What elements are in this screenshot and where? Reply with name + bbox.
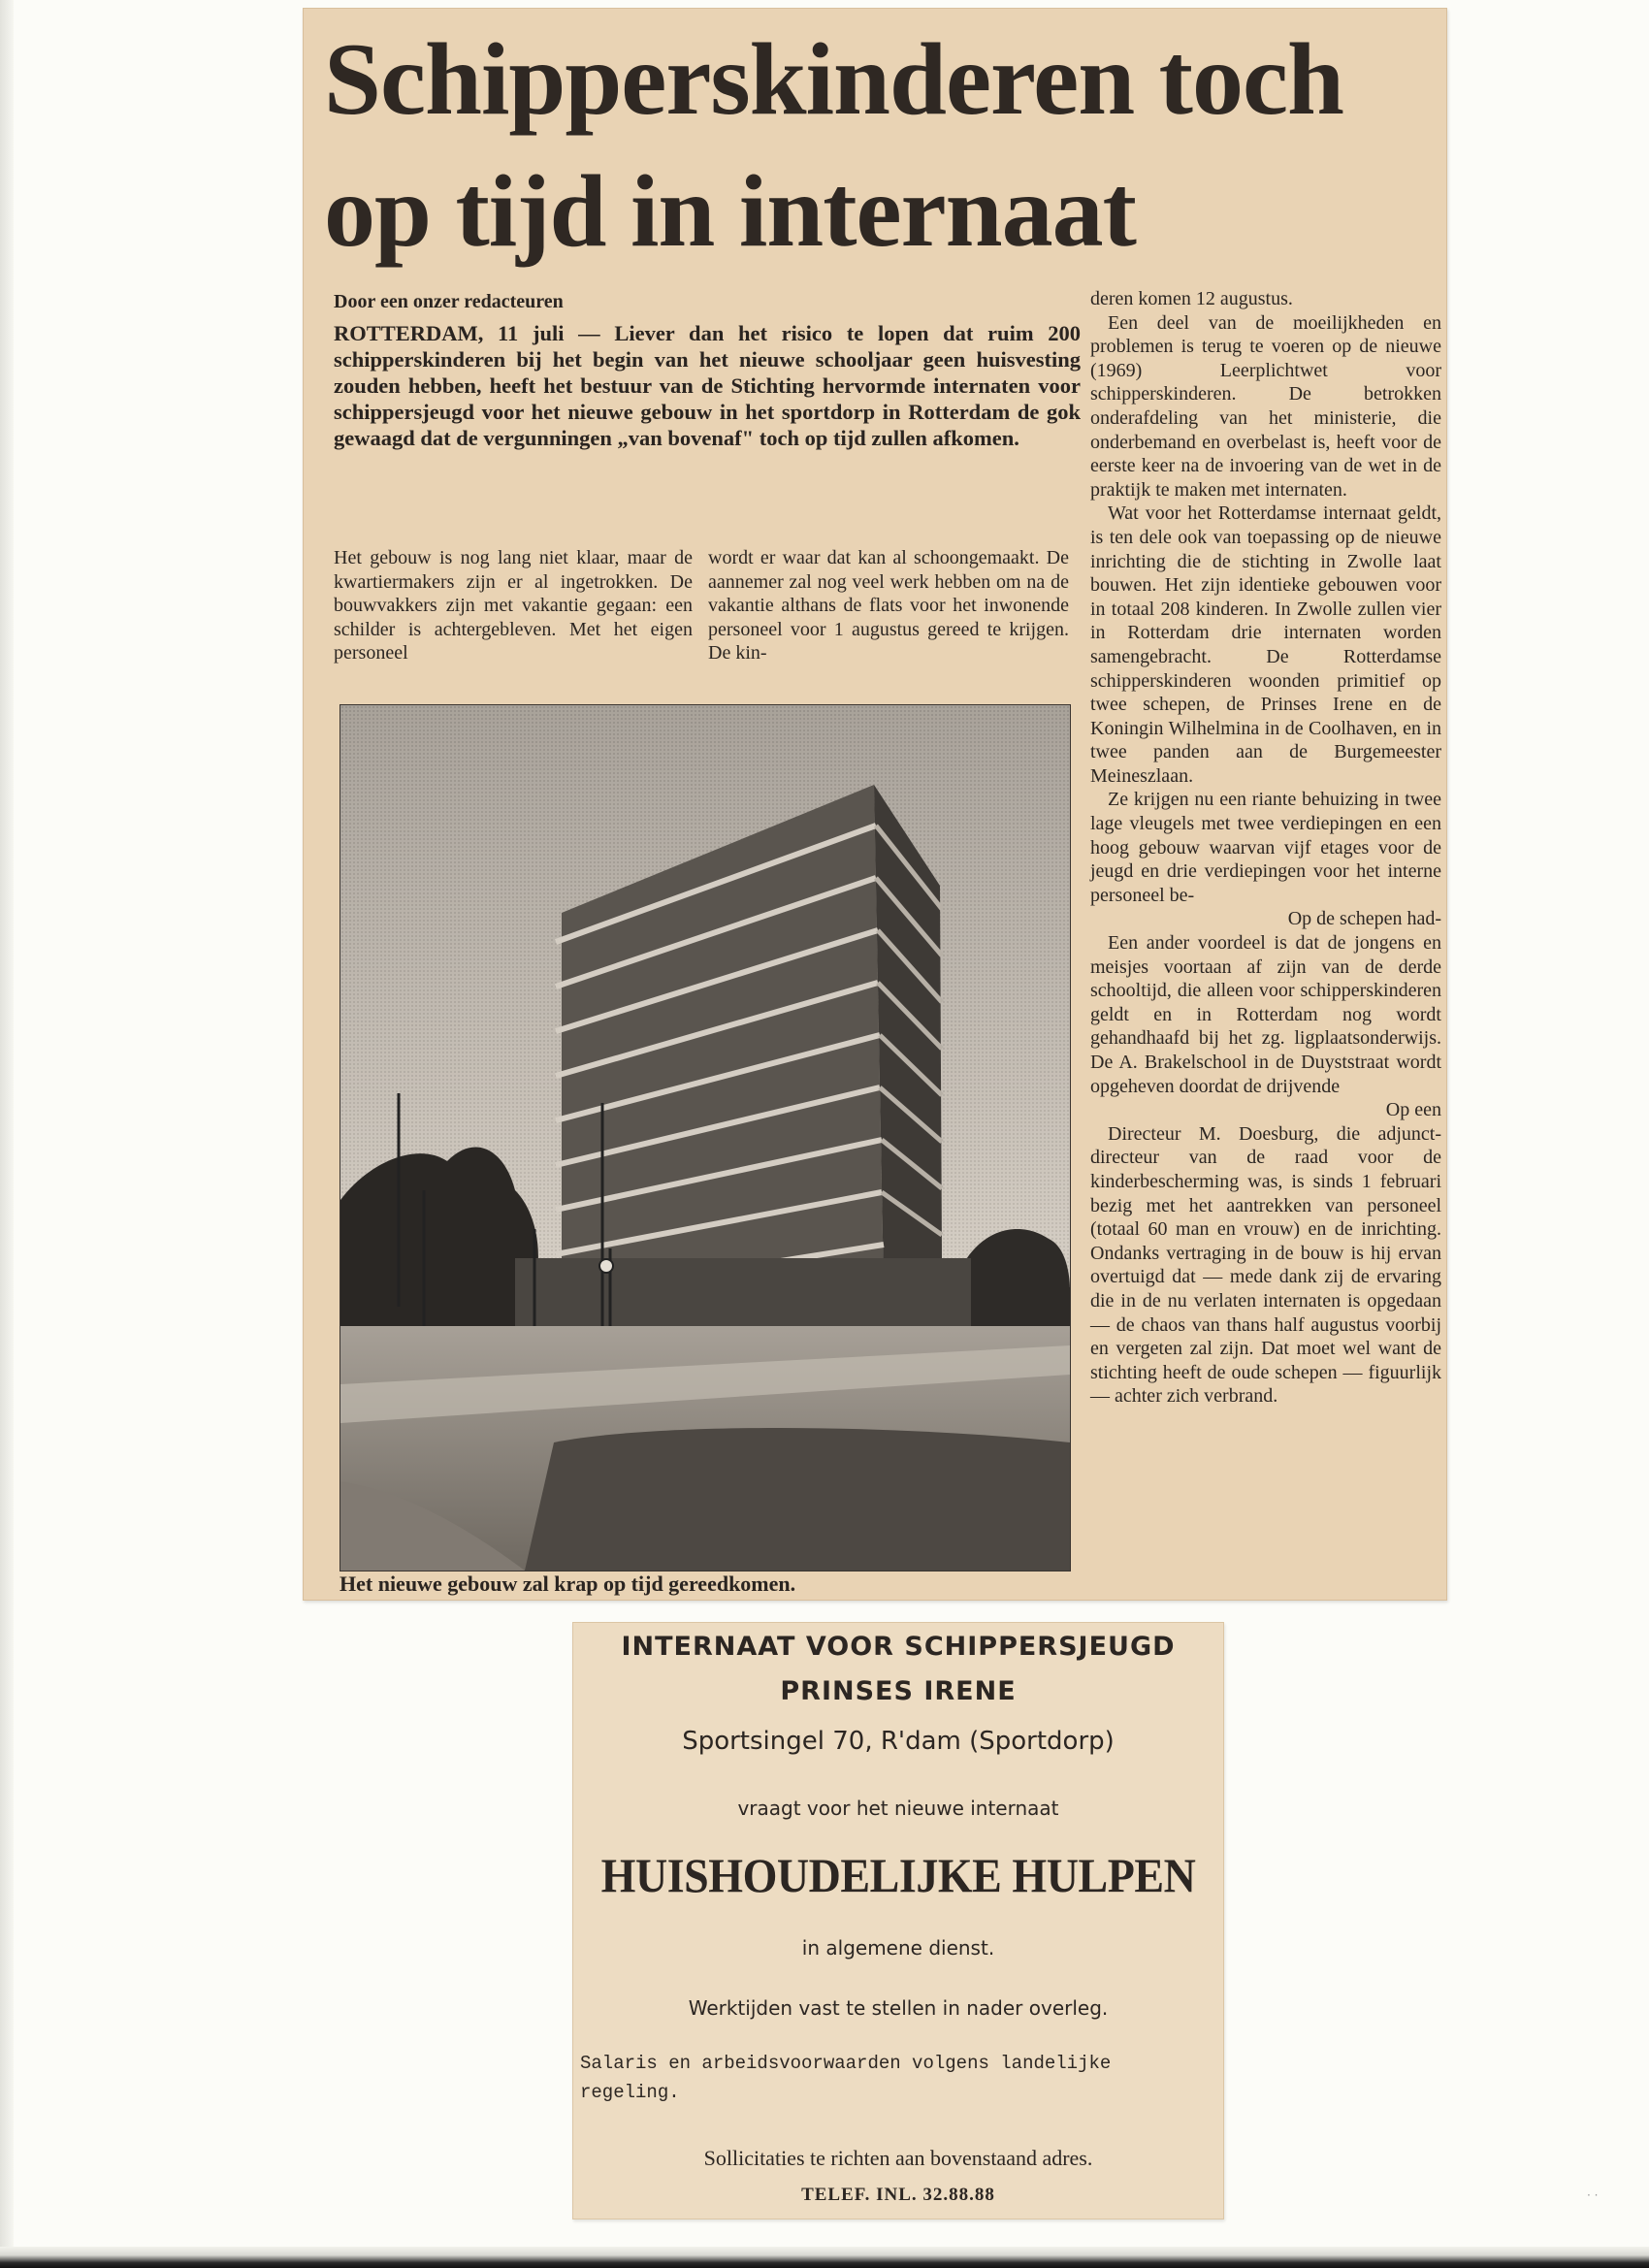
show-through-texture bbox=[592, 2088, 999, 2146]
paragraph: deren komen 12 augustus. bbox=[1090, 288, 1293, 309]
photo-caption: Het nieuwe gebouw zal krap op tijd gereedkomen. bbox=[340, 1571, 796, 1596]
paragraph: Op een bbox=[1385, 1099, 1441, 1121]
ad-title-line-1: INTERNAAT VOOR SCHIPPERSJEUGD bbox=[621, 1632, 1176, 1662]
paragraph: Een deel van de moeilijkheden en problemen is terug te voeren op de nieuwe (1969) Leerplichtwet voor schipperskinderen. De betrokken onderafdeling van het ministerie, die onderbemand en overbelast is, heeft voor de eerste keer na de invoering van de wet in de praktijk te maken met internaten. bbox=[1090, 311, 1441, 501]
article-clipping bbox=[303, 8, 1447, 1601]
paragraph: Directeur M. Doesburg, die adjunct-directeur van de raad voor de kinderbescherming was, is sinds 1 februari bezig met het aantrekken van personeel (totaal 60 man en vrouw) en de inrichting. Ondanks vertraging in de bouw is hij ervan overtuigd dat — mede dank zij de ervaring die in de nu verlaten internaten is opgedaan — de chaos van thans half augustus voorbij en vergeten zal zijn. Dat moet wel want de stichting heeft de oude schepen — figuurlijk — achter zich verbrand. bbox=[1090, 1122, 1441, 1408]
ad-service-type: in algemene dienst. bbox=[801, 1936, 995, 1960]
article-byline: Door een onzer redacteuren bbox=[334, 291, 564, 312]
scan-bottom-edge bbox=[0, 2247, 1649, 2268]
ad-phone: TELEF. INL. 32.88.88 bbox=[801, 2185, 995, 2205]
ad-working-hours: Werktijden vast te stellen in nader overleg. bbox=[688, 1996, 1109, 2020]
ad-salary: Salaris en arbeidsvoorwaarden volgens landelijke regeling. bbox=[580, 2053, 1112, 2103]
article-column-1: Het gebouw is nog lang niet klaar, maar de kwartiermakers zijn er al ingetrokken. De bouwvakkers zijn met vakantie gegaan: een schilder is achtergebleven. Met het eigen personeel bbox=[334, 547, 693, 664]
scan-left-edge bbox=[0, 0, 14, 2268]
job-advertisement bbox=[572, 1622, 1224, 2219]
paragraph: Een ander voordeel is dat de jongens en meisjes voortaan af zijn van de derde schooltijd, die alleen voor schipperskinderen geldt en in Rotterdam nog wordt gehandhaafd bij het zg. ligplaatsonderwijs. De A. Brakelschool in de Duyststraat wordt opgeheven doordat de drijvende bbox=[1090, 932, 1441, 1097]
ad-application: Sollicitaties te richten aan bovenstaand adres. bbox=[703, 2146, 1093, 2170]
ad-title-line-2: PRINSES IRENE bbox=[780, 1676, 1017, 1706]
ad-job-title: HUISHOUDELIJKE HULPEN bbox=[600, 1848, 1196, 1902]
article-column-3 bbox=[1090, 287, 1441, 1409]
article-headline: Schipperskinderen toch op tijd in internaat bbox=[324, 22, 1343, 268]
ad-address: Sportsingel 70, R'dam (Sportdorp) bbox=[682, 1727, 1115, 1756]
article-column-2: wordt er waar dat kan al schoongemaakt. De aannemer zal nog veel werk hebben om na de vakantie althans de flats voor het inwonende personeel voor 1 augustus gereed te krijgen. De kin- bbox=[708, 547, 1069, 664]
pencil-mark: · · bbox=[1587, 2188, 1599, 2202]
ad-asks-text: vraagt voor het nieuwe internaat bbox=[737, 1797, 1059, 1820]
building-photo bbox=[340, 704, 1071, 1571]
paragraph: Ze krijgen nu een riante behuizing in twee lage vleugels met twee verdiepingen en een hoog gebouw waarvan vijf etages voor de jeugd en drie verdiepingen voor het interne personeel be- bbox=[1090, 789, 1441, 906]
paragraph: Op de schepen had- bbox=[1287, 908, 1441, 930]
article-lead: ROTTERDAM, 11 juli — Liever dan het risico te lopen dat ruim 200 schipperskinderen bij het begin van het nieuwe schooljaar geen huisvesting zouden hebben, heeft het bestuur van de Stichting hervormde internaten voor schippersjeugd voor het nieuwe gebouw in het sportdorp in Rotterdam de gok gewaagd dat de vergunningen „van bovenaf" toch op tijd zullen afkomen. bbox=[334, 321, 1081, 450]
paragraph: Wat voor het Rotterdamse internaat geldt, is ten dele ook van toepassing op de nieuwe inrichting die de stichting in Zwolle laat bouwen. Het zijn identieke gebouwen voor in totaal 208 kinderen. In Zwolle zullen vier in Rotterdam drie internaten worden samengebracht. De Rotterdamse schipperskinderen woonden primitief op twee schepen, de Prinses Irene en de Koningin Wilhelmina in de Coolhaven, en in twee panden aan de Burgemeester Meineszlaan. bbox=[1090, 502, 1441, 787]
